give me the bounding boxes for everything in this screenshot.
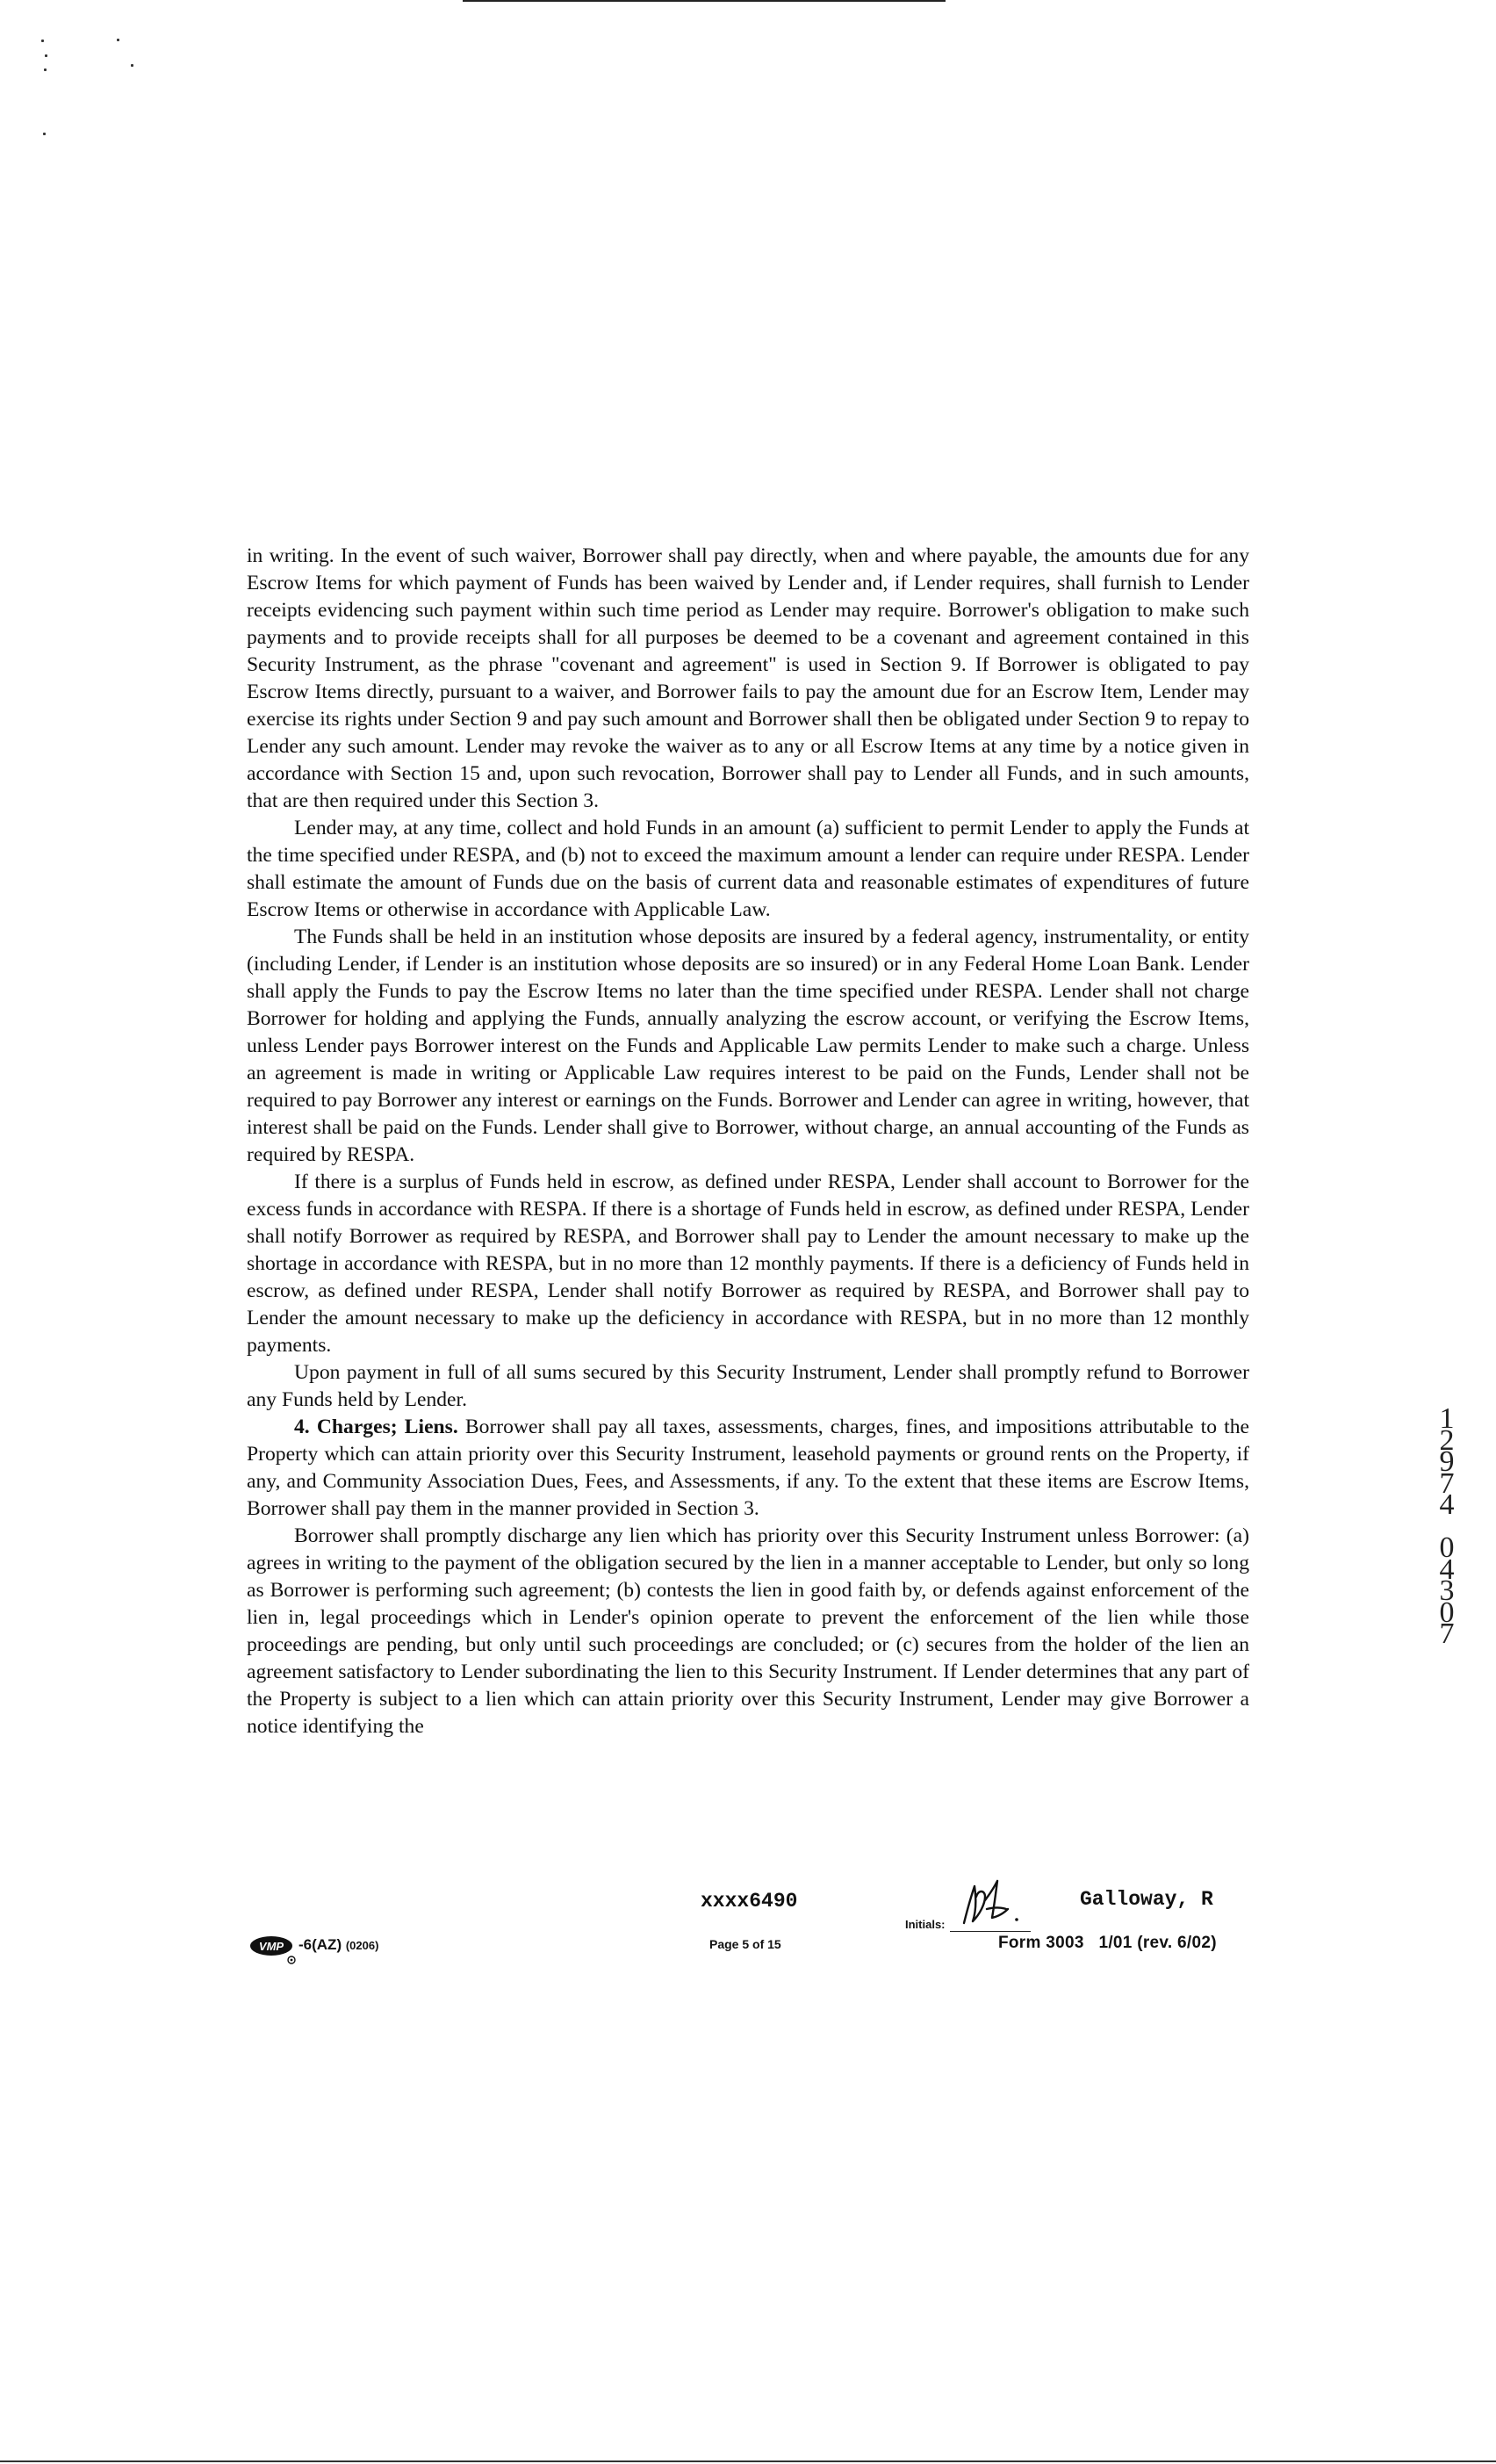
initials-line <box>950 1931 1031 1932</box>
form-code: Form 3003 1/01 (rev. 6/02) <box>998 1934 1217 1952</box>
section-heading-charges-liens: 4. Charges; Liens. <box>294 1416 458 1438</box>
form-identifier <box>298 1936 378 1954</box>
borrower-name: Galloway, R <box>1080 1888 1213 1911</box>
paragraph-discharge-lien: Borrower shall promptly discharge any lien which has priority over this Security Instrument unless Borrower: (a) agrees in writing to the payment of the obligation secured by the lien in a manner acceptable to Lender, but only so long as Borrower is performing such agreement; (b) contests the lien in good faith by, or defends against enforcement of the lien in, legal proceedings which in Lender's opinion operate to prevent the enforcement of the lien while those proceedings are pending, but only until such proceedings are concluded; or (c) secures from the holder of the lien an agreement satisfactory to Lender subordinating the lien to this Security Instrument. If Lender determines that any part of the Property is subject to a lien which can attain priority over this Security Instrument, Lender may give Borrower a notice identifying the <box>247 1524 1249 1738</box>
paragraph-collect-funds: Lender may, at any time, collect and hold Funds in an amount (a) sufficient to permit Lender to apply the Funds at the time specified under RESPA, and (b) not to exceed the maximum amount a lender can require under RESPA. Lender shall estimate the amount of Funds due on the basis of current data and reasonable estimates of expenditures of future Escrow Items or otherwise in accordance with Applicable Law. <box>247 817 1249 921</box>
charges-liens-text: Borrower shall pay all taxes, assessments, charges, fines, and impositions attributable to the Property which can attain priority over this Security Instrument, leasehold payments or ground rents on the Property, if any, and Community Association Dues, Fees, and Assessments, if any. To the extent that these items are Escrow Items, Borrower shall pay them in the manner provided in Section 3. <box>247 1416 1249 1520</box>
paragraph-funds-institution: The Funds shall be held in an institution whose deposits are insured by a federal agency, instrumentality, or entity (including Lender, if Lender is an institution whose deposits are so insured) or in any Federal Home Loan Bank. Lender shall apply the Funds to pay the Escrow Items no later than the time specified under RESPA. Lender shall not charge Borrower for holding and applying the Funds, annually analyzing the escrow account, or verifying the Escrow Items, unless Lender pays Borrower interest on the Funds and Applicable Law permits Lender to make such a charge. Unless an agreement is made in writing or Applicable Law requires interest to be paid on the Funds, Lender shall not be required to pay Borrower any interest or earnings on the Funds. Borrower and Lender can agree in writing, however, that interest shall be paid on the Funds. Lender shall give to Borrower, without charge, an annual accounting of the Funds as required by RESPA. <box>247 926 1249 1166</box>
paragraph-surplus-shortage: If there is a surplus of Funds held in escrow, as defined under RESPA, Lender shall account to Borrower for the excess funds in accordance with RESPA. If there is a shortage of Funds held in escrow, as defined under RESPA, Lender shall notify Borrower as required by RESPA, and Borrower shall pay to Lender the amount necessary to make up the shortage in accordance with RESPA, but in no more than 12 monthly payments. If there is a deficiency of Funds held in escrow, as defined under RESPA, Lender shall notify Borrower as required by RESPA, and Borrower shall pay to Lender the amount necessary to make up the deficiency in accordance with RESPA, but in no more than 12 monthly payments. <box>247 1171 1249 1357</box>
paragraph-refund: Upon payment in full of all sums secured by this Security Instrument, Lender shall promptly refund to Borrower any Funds held by Lender. <box>247 1361 1249 1411</box>
document-body <box>247 543 1249 1740</box>
loan-number: xxxx6490 <box>701 1890 798 1913</box>
top-edge-rule <box>463 0 946 2</box>
page-number: Page 5 of 15 <box>709 1937 781 1951</box>
scan-speck <box>131 64 133 67</box>
scan-speck <box>43 133 46 135</box>
paragraph-charges-liens <box>247 1414 1249 1523</box>
scan-speck <box>45 54 47 57</box>
paragraph-escrow-waiver: in writing. In the event of such waiver, Borrower shall pay directly, when and where payable, the amounts due for any Escrow Items for which payment of Funds has been waived by Lender and, if Lender requires, shall furnish to Lender receipts evidencing such payment within such time period as Lender may require. Borrower's obligation to make such payments and to provide receipts shall for all purposes be deemed to be a covenant and agreement contained in this Security Instrument, as the phrase "covenant and agreement" is used in Section 9. If Borrower is obligated to pay Escrow Items directly, pursuant to a waiver, and Borrower fails to pay the amount due for an Escrow Item, Lender may exercise its rights under Section 9 and pay such amount and Borrower shall then be obligated under Section 9 to repay to Lender any such amount. Lender may revoke the waiver as to any or all Escrow Items at any time by a notice given in accordance with Section 15 and, upon such revocation, Borrower shall pay to Lender all Funds, and in such amounts, that are then required under this Section 3. <box>247 544 1249 812</box>
vmp-logo-icon <box>248 1934 299 1964</box>
scan-speck <box>117 39 119 41</box>
form-id-version: (0206) <box>345 1939 379 1952</box>
vertical-recording-number: 1 2 9 7 4 0 4 3 0 7 <box>1439 1402 1455 1650</box>
form-id-main: -6(AZ) <box>298 1936 342 1953</box>
scan-speck <box>44 68 47 71</box>
bottom-edge-rule <box>0 2460 1496 2462</box>
svg-text:VMP: VMP <box>258 1940 284 1953</box>
initials-signature <box>955 1877 1025 1932</box>
scan-speck <box>41 40 44 42</box>
initials-label: Initials: <box>905 1918 946 1931</box>
